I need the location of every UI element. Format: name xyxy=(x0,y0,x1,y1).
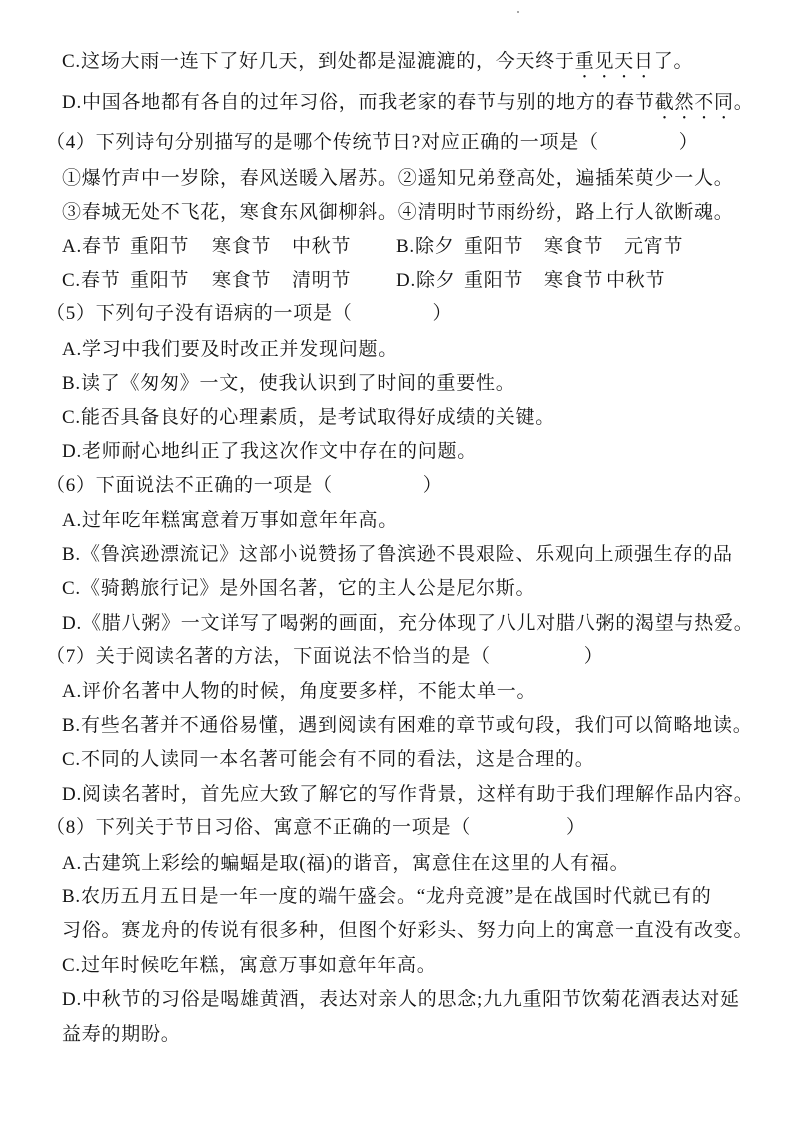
option-label: D. xyxy=(62,613,82,634)
answer-blank-open: （ xyxy=(313,475,333,496)
option-item: 中秋节 xyxy=(292,236,352,257)
option-label: D. xyxy=(62,989,82,1010)
question-7-option-c xyxy=(62,748,594,772)
option-d xyxy=(396,269,456,293)
option-label: C. xyxy=(62,407,81,428)
option-label: D. xyxy=(62,92,82,113)
option-text: 过年时候吃年糕，寓意万事如意年年高。 xyxy=(80,955,437,976)
question-6-option-a xyxy=(62,509,398,533)
option-text-end: 了。 xyxy=(653,51,694,72)
answer-blank-close: ） xyxy=(422,475,443,496)
option-text: 老师耐心地纠正了我这次作文中存在的问题。 xyxy=(81,441,477,462)
prev-option-d xyxy=(62,91,754,124)
option-c xyxy=(62,269,120,293)
option-item: 中秋节 xyxy=(606,270,666,291)
option-item: 春节 xyxy=(80,270,121,291)
option-text: 中秋节的习俗是喝雄黄酒，表达对亲人的思念;九九重阳节饮菊花酒表达对延 xyxy=(81,989,740,1010)
option-text: 不同的人读同一本名著可能会有不同的看法，这是合理的。 xyxy=(80,749,595,770)
option-label: A. xyxy=(62,681,82,702)
question-7-option-b xyxy=(62,714,752,738)
question-4-header xyxy=(46,131,698,155)
option-label: B. xyxy=(62,544,81,565)
option-text: 能否具备良好的心理素质，是考试取得好成绩的关键。 xyxy=(80,407,555,428)
question-6-option-c xyxy=(62,577,535,601)
option-text: 中国各地都有各自的过年习俗，而我老家的春节与别的地方的春节 xyxy=(81,92,655,113)
question-5-header xyxy=(46,302,452,326)
question-stem: 下面说法不正确的一项是 xyxy=(95,475,314,496)
question-4-options-row-1 xyxy=(62,235,722,259)
option-b xyxy=(396,235,454,259)
question-8-option-d-continuation: 益寿的期盼。 xyxy=(62,1024,181,1045)
option-label: B. xyxy=(62,373,81,394)
option-label: C. xyxy=(62,749,81,770)
option-item: 清明节 xyxy=(292,270,352,291)
option-item: 春节 xyxy=(81,236,122,257)
option-text-end: 。 xyxy=(733,92,754,113)
option-label: A. xyxy=(62,339,82,360)
option-label: D. xyxy=(396,270,416,291)
question-number: （6） xyxy=(46,475,96,496)
option-item: 寒食节 xyxy=(212,236,272,257)
question-8-option-c xyxy=(62,954,436,978)
question-6-option-d xyxy=(62,612,754,636)
option-text: 评价名著中人物的时候，角度要多样，不能太单一。 xyxy=(81,681,537,702)
question-8-option-a xyxy=(62,852,629,876)
question-stem: 关于阅读名著的方法，下面说法不恰当的是 xyxy=(95,646,472,667)
question-7-header xyxy=(46,645,604,669)
answer-blank xyxy=(471,828,566,829)
answer-blank-open: （ xyxy=(471,646,491,667)
option-label: C. xyxy=(62,270,81,291)
option-text: 《腊八粥》一文详写了喝粥的画面，充分体现了八儿对腊八粥的渴望与热爱。 xyxy=(81,613,754,634)
emphasized-phrase: 截然不同 xyxy=(654,92,734,113)
option-label: B. xyxy=(396,236,415,257)
option-item: 寒食节 xyxy=(212,270,272,291)
option-item: 重阳节 xyxy=(464,270,524,291)
answer-blank-open: （ xyxy=(332,303,353,324)
option-label: D. xyxy=(62,784,82,805)
option-label: D. xyxy=(62,441,82,462)
option-text: 读了《匆匆》一文，使我认识到了时间的重要性。 xyxy=(80,373,516,394)
answer-blank-close: ） xyxy=(566,817,586,838)
option-item: 寒食节 xyxy=(544,270,604,291)
option-item: 重阳节 xyxy=(130,236,190,257)
answer-blank xyxy=(599,143,679,144)
option-label: C. xyxy=(62,51,81,72)
question-7-option-a xyxy=(62,680,536,704)
question-6-option-b xyxy=(62,543,733,567)
question-number: （8） xyxy=(46,817,96,838)
question-8-option-b-continuation: 习俗。赛龙舟的传说有很多种，但图个好彩头、努力向上的寓意一直没有改变。 xyxy=(62,920,754,941)
emphasized-phrase: 重见天日 xyxy=(574,51,654,72)
answer-blank-open: （ xyxy=(578,132,599,153)
option-label: C. xyxy=(62,955,81,976)
question-7-option-d xyxy=(62,783,754,807)
option-a xyxy=(62,235,122,259)
option-item: 重阳节 xyxy=(464,236,524,257)
answer-blank-close: ） xyxy=(583,646,604,667)
question-5-option-d xyxy=(62,440,477,464)
option-text: 古建筑上彩绘的蝙蝠是取(福)的谐音，寓意住在这里的人有福。 xyxy=(81,853,630,874)
option-text: 这场大雨一连下了好几天，到处都是湿漉漉的，今天终于 xyxy=(80,51,575,72)
option-item: 除夕 xyxy=(415,270,456,291)
option-label: A. xyxy=(62,510,82,531)
option-label: A. xyxy=(62,236,82,257)
poem-line-2: ③春城无处不飞花，寒食东风御柳斜。④清明时节雨纷纷，路上行人欲断魂。 xyxy=(62,202,734,223)
answer-blank-close: ） xyxy=(678,132,699,153)
question-8-option-b xyxy=(62,885,712,909)
question-stem: 下列句子没有语病的一项是 xyxy=(95,303,333,324)
question-number: （7） xyxy=(46,646,96,667)
question-number: （4） xyxy=(46,132,96,153)
answer-blank xyxy=(353,314,433,315)
question-stem: 下列诗句分别描写的是哪个传统节日?对应正确的一项是 xyxy=(95,132,579,153)
option-item: 寒食节 xyxy=(544,236,604,257)
question-5-option-a xyxy=(62,338,398,362)
answer-blank-open: （ xyxy=(451,817,472,838)
answer-blank-close: ） xyxy=(432,303,453,324)
option-item: 重阳节 xyxy=(130,270,190,291)
question-4-options-row-2 xyxy=(62,269,722,293)
option-text: 《鲁滨逊漂流记》这部小说赞扬了鲁滨逊不畏艰险、乐观向上顽强生存的品 xyxy=(80,544,733,565)
option-text: 学习中我们要及时改正并发现问题。 xyxy=(81,339,398,360)
option-text: 过年吃年糕寓意着万事如意年年高。 xyxy=(81,510,398,531)
option-text: 农历五月五日是一年一度的端午盛会。“龙舟竞渡”是在战国时代就已有的 xyxy=(80,886,712,907)
option-text: 阅读名著时，首先应大致了解它的写作背景，这样有助于我们理解作品内容。 xyxy=(81,784,754,805)
question-5-option-c xyxy=(62,406,555,430)
question-5-option-b xyxy=(62,372,515,396)
prev-option-c xyxy=(62,50,693,83)
question-8-option-d xyxy=(62,988,740,1012)
question-6-header xyxy=(46,474,443,498)
answer-blank xyxy=(333,486,423,487)
poem-line-1: ①爆竹声中一岁除，春风送暖入屠苏。②遥知兄弟登高处，遍插茱萸少一人。 xyxy=(62,168,734,189)
option-text: 有些名著并不通俗易懂，遇到阅读有困难的章节或句段，我们可以简略地读。 xyxy=(80,715,753,736)
option-label: B. xyxy=(62,715,81,736)
option-label: B. xyxy=(62,886,81,907)
option-item: 元宵节 xyxy=(624,236,684,257)
option-label: C. xyxy=(62,578,81,599)
question-stem: 下列关于节日习俗、寓意不正确的一项是 xyxy=(95,817,452,838)
answer-blank xyxy=(491,657,584,658)
option-label: A. xyxy=(62,853,82,874)
option-item: 除夕 xyxy=(414,236,455,257)
option-text: 《骑鹅旅行记》是外国名著，它的主人公是尼尔斯。 xyxy=(80,578,536,599)
question-number: （5） xyxy=(46,303,96,324)
question-8-header xyxy=(46,816,586,840)
scan-speck xyxy=(517,11,519,13)
